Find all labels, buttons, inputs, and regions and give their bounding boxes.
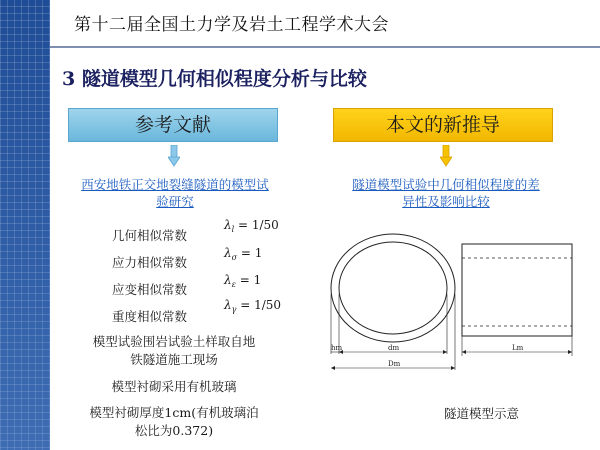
decorative-sidebar xyxy=(0,0,50,450)
down-arrow-icon xyxy=(168,145,180,167)
thickness-label: hm xyxy=(331,344,343,352)
tunnel-cross-section-diagram xyxy=(322,232,464,376)
param-eq-stress: $\lambda_\sigma = 1$ xyxy=(224,246,263,262)
tunnel-side-view-diagram xyxy=(458,240,578,360)
param-label-unit-weight: 重度相似常数 xyxy=(112,309,188,324)
reference-link-line1[interactable]: 西安地铁正交地裂缝隧道的模型试 xyxy=(81,177,269,192)
derivation-link[interactable] xyxy=(326,176,566,210)
param-label-stress: 应力相似常数 xyxy=(112,255,188,270)
tunnel-model-caption: 隧道模型示意 xyxy=(444,406,520,421)
down-arrow-icon xyxy=(440,145,452,167)
param-eq-unit-weight: $\lambda_\gamma = 1/50$ xyxy=(224,298,282,314)
reference-link[interactable] xyxy=(60,176,290,210)
note-lining-material: 模型衬砌采用有机玻璃 xyxy=(111,379,237,394)
new-derivation-box: 本文的新推导 xyxy=(333,108,553,142)
param-eq-strain: $\lambda_\varepsilon = 1$ xyxy=(224,273,262,289)
derivation-link-line2[interactable]: 异性及影响比较 xyxy=(402,194,490,209)
param-label-geometry: 几何相似常数 xyxy=(112,228,188,243)
length-label: Lm xyxy=(512,344,524,352)
reference-box: 参考文献 xyxy=(68,108,278,142)
param-label-strain: 应变相似常数 xyxy=(112,282,188,297)
conference-title: 第十二届全国土力学及岩土工程学术大会 xyxy=(74,15,389,35)
reference-link-line2[interactable]: 验研究 xyxy=(156,194,194,209)
note-soil-sample: 模型试验围岩试验土样取自地 铁隧道施工现场 xyxy=(92,334,256,367)
param-eq-geometry: $\lambda_l = 1/50$ xyxy=(224,218,279,234)
note-lining-thickness: 模型衬砌厚度1cm(有机玻璃泊 松比为0.372) xyxy=(89,405,259,438)
outer-diameter-label: Dm xyxy=(388,360,401,368)
derivation-link-line1[interactable]: 隧道模型试验中几何相似程度的差 xyxy=(352,177,540,192)
inner-diameter-label: dm xyxy=(388,344,400,352)
section-title: 3 隧道模型几何相似程度分析与比较 xyxy=(62,68,367,90)
header-divider xyxy=(50,46,600,48)
